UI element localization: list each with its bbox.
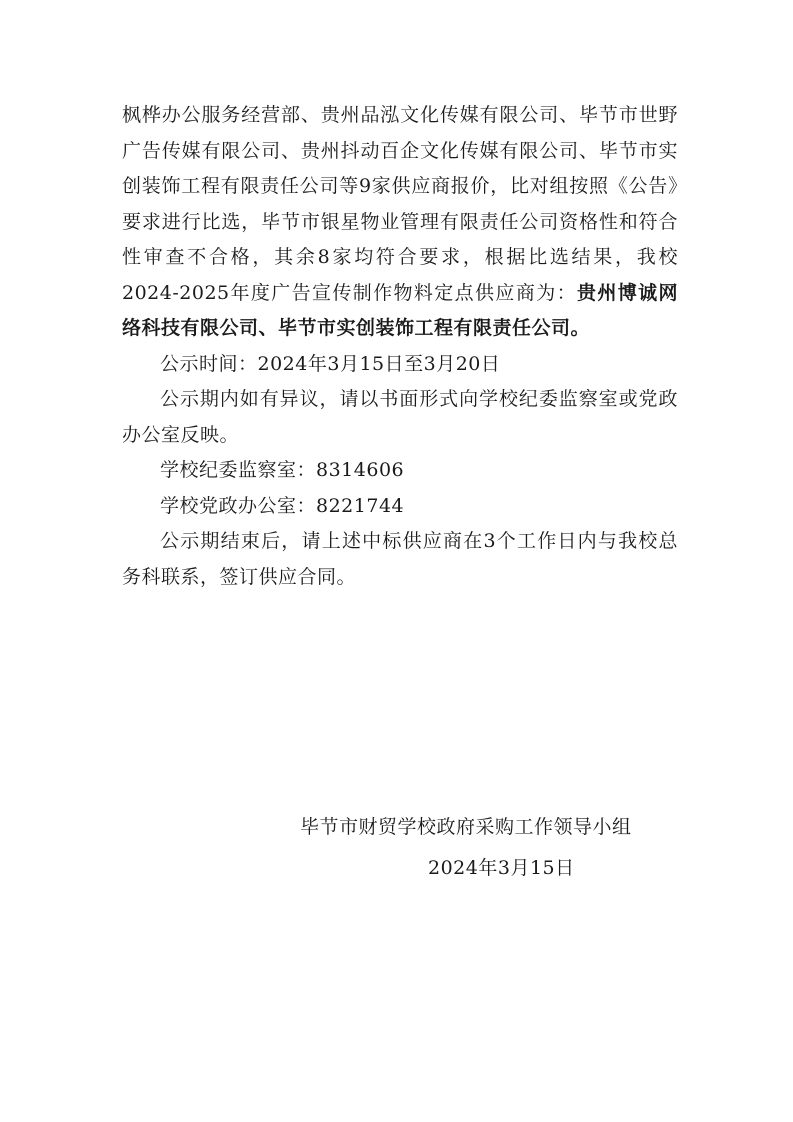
notice-body — [122, 98, 678, 595]
closing-instruction: 公示期结束后，请上述中标供应商在3个工作日内与我校总务科联系，签订供应合同。 — [122, 530, 678, 588]
signature-organization: 毕节市财贸学校政府采购工作领导小组 — [300, 816, 632, 838]
party-office-phone: 学校党政办公室：8221744 — [160, 494, 405, 517]
signature-date: 2024年3月15日 — [428, 857, 575, 879]
winning-suppliers: 贵州博诚网络科技有限公司、毕节市实创装饰工程有限责任公司。 — [122, 281, 678, 339]
objection-notice: 公示期内如有异议，请以书面形式向学校纪委监察室或党政办公室反映。 — [122, 388, 678, 446]
supplier-result-paragraph — [122, 98, 678, 347]
publicity-time: 公示时间：2024年3月15日至3月20日 — [160, 352, 501, 375]
supplier-result-text: 枫桦办公服务经营部、贵州品泓文化传媒有限公司、毕节市世野广告传媒有限公司、贵州抖动百企文化传媒有限公司、毕节市实创装饰工程有限责任公司等9家供应商报价，比对组按照《公告》要求进行比选，毕节市银星物业管理有限责任公司资格性和符合性审查不合格，其余8家均符合要求，根据比选结果，我校2024-2025年度广告宣传制作物料定点供应商为： — [122, 104, 678, 304]
discipline-office-phone: 学校纪委监察室：8314606 — [160, 459, 405, 481]
